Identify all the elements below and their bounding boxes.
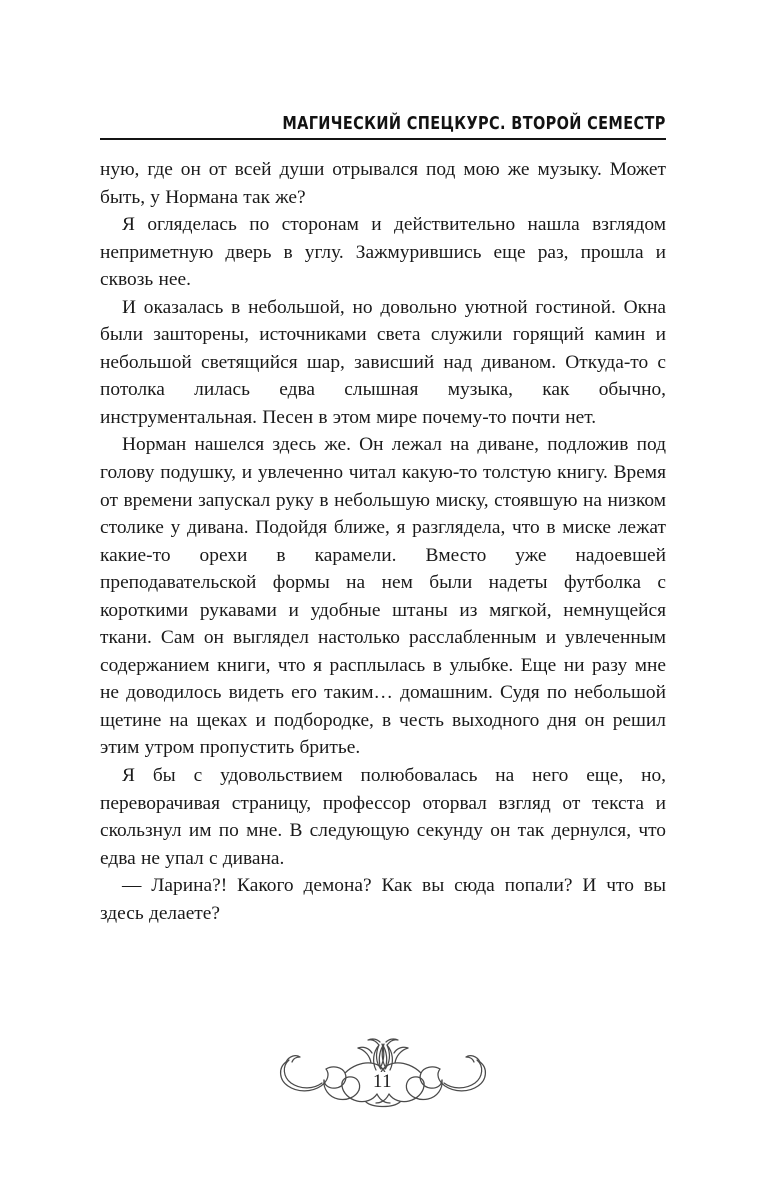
paragraph: — Ларина?! Какого демона? Как вы сюда попали? И что вы здесь делаете? — [100, 875, 666, 924]
paragraph: И оказалась в небольшой, но довольно уютной гостиной. Окна были зашторены, источниками света служили горящий камин и небольшой светящийся шар, зависший над диваном. Откуда-то с потолка лилась едва слышная музыка, как обычно, инструментальная. Песен в этом мире почему-то почти нет. — [100, 296, 666, 428]
running-head — [100, 104, 666, 140]
paragraph: Я огляделась по сторонам и действительно нашла взглядом неприметную дверь в углу. Зажмурившись еще раз, прошла и сквозь нее. — [100, 214, 666, 291]
page-number: 11 — [368, 1072, 397, 1093]
body-text — [100, 156, 666, 927]
paragraph: Норман нашелся здесь же. Он лежал на диване, подложив под голову подушку, и увлеченно читал какую-то толстую книгу. Время от времени запускал руку в небольшую миску, стоявшую на низком столике у дивана. Подойдя ближе, я разглядела, что в миске лежат какие-то орехи в карамели. Вместо уже надоевшей преподавательской формы на нем были надеты футболка с короткими рукавами и удобные штаны из мягкой, немнущейся ткани. Сам он выглядел настолько расслабленным и увлеченным содержанием книги, что я расплылась в улыбке. Еще ни разу мне не доводилось видеть его таким… домашним. Судя по небольшой щетине на щеках и подбородке, в честь выходного дня он решил этим утром пропустить бритье. — [100, 434, 666, 759]
paragraph: ную, где он от всей души отрывался под мою же музыку. Может быть, у Нормана так же? — [100, 159, 666, 208]
paragraph: Я бы с удовольствием полюбовалась на него еще, но, переворачивая страницу, профессор оторвал взгляд от текста и скользнул им по мне. В следующую секунду он так дернулся, что едва не упал с дивана. — [100, 765, 666, 869]
running-head-rule — [100, 138, 666, 140]
running-head-title: МАГИЧЕСКИЙ СПЕЦКУРС. ВТОРОЙ СЕМЕСТР — [282, 114, 666, 134]
page-footer — [0, 1036, 765, 1128]
